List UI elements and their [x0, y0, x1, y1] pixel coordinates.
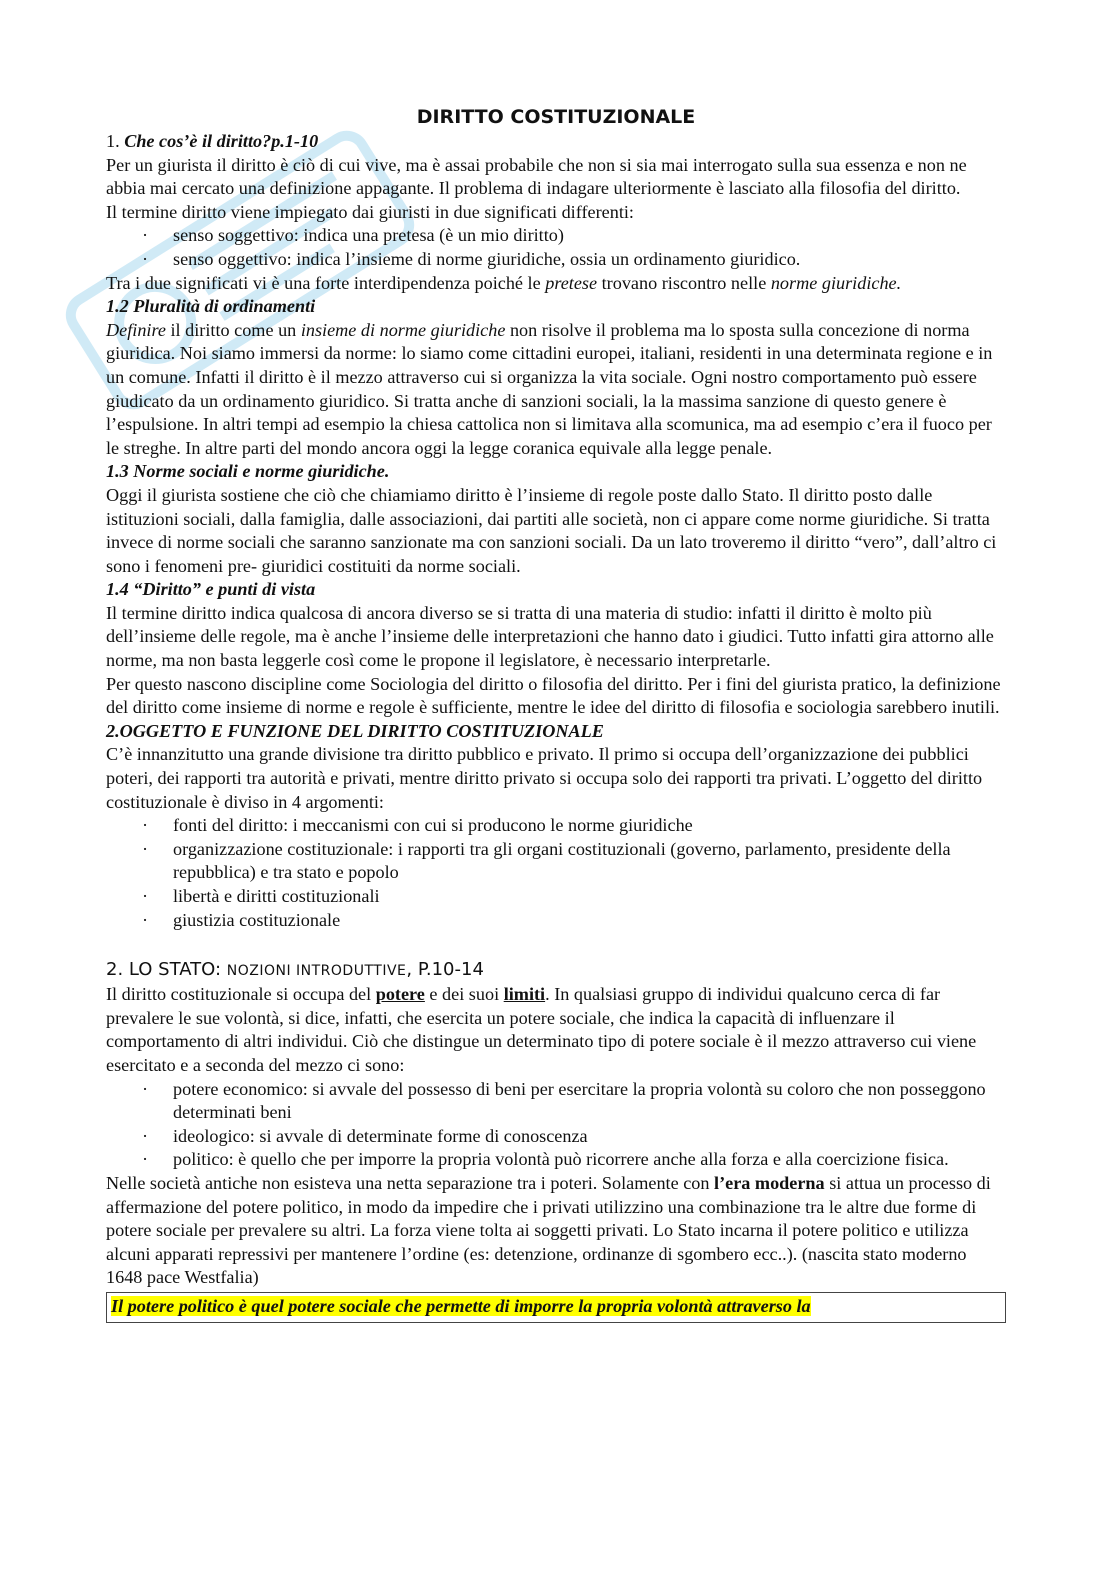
- section-1-2-heading: 1.2 Pluralità di ordinamenti: [106, 296, 316, 317]
- list-item: · ideologico: si avvale di determinate forme di conoscenza: [142, 1125, 588, 1146]
- list-item: · senso soggettivo: indica una pretesa (è un mio diritto): [142, 225, 564, 246]
- section-1-4-heading: 1.4 “Diritto” e punti di vista: [106, 579, 316, 600]
- section-1-2-paragraph: Definire il diritto come un insieme di norme giuridiche non risolve il problema ma lo sposta sulla concezione di norma giuridica. Noi siamo immersi da norme: lo siamo come cittadini europei, italiani, residenti in una determinata regione e in un comune. Infatti il diritto è il mezzo attraverso cui si organizza la vita sociale. Ogni nostro comportamento può essere giudicato da un ordinamento giuridico. Si tratta anche di sanzioni sociali, la la massima sanzione di questo genere è l’espulsione. In altri tempi ad esempio la chiesa cattolica non si limitava alla scomunica, ma ad esempio c’era il fuoco per le streghe. In altre parti del mondo ancora oggi la legge coranica equivale alla legge penale.: [106, 319, 993, 458]
- list-item: · senso oggettivo: indica l’insieme di norme giuridiche, ossia un ordinamento giuridico.: [142, 248, 801, 269]
- section-1-4-paragraph-1: Il termine diritto indica qualcosa di ancora diverso se si tratta di una materia di studio: infatti il diritto è molto più dell’insieme delle regole, ma è anche l’insieme delle interpretazioni che hanno dato i giudici. Tutto infatti gira attorno alle norme, ma non basta leggerle così come le propone il legislatore, è necessario interpretarle.: [106, 602, 994, 671]
- highlighted-definition-box: Il potere politico è quel potere sociale che permette di imporre la propria volontà attraverso la: [106, 1292, 1006, 1323]
- list-item: · giustizia costituzionale: [142, 909, 341, 930]
- list-item: · potere economico: si avvale del possesso di beni per esercitare la propria volontà su coloro che non posseggono determinati beni: [142, 1078, 986, 1123]
- section-1-list: [106, 224, 1006, 271]
- section-1-paragraph-1: Per un giurista il diritto è ciò di cui vive, ma è assai probabile che non si sia mai interrogato sulla sua essenza e non ne abbia mai cercato una definizione appagante. Il problema di indagare ulteriormente è lasciato alla filosofia del diritto.: [106, 154, 967, 199]
- section-2-heading: 2.OGGETTO E FUNZIONE DEL DIRITTO COSTITUZIONALE: [106, 720, 604, 741]
- stato-heading: 2. LO STATO: NOZIONI INTRODUTTIVE, P.10-14: [106, 959, 484, 981]
- section-1-paragraph-3: Tra i due significati vi è una forte interdipendenza poiché le pretese trovano riscontro nelle norme giuridiche.: [106, 272, 902, 293]
- stato-paragraph-1: Il diritto costituzionale si occupa del potere e dei suoi limiti. In qualsiasi gruppo di individui qualcuno cerca di far prevalere le sue volontà, si dice, infatti, che esercita un potere sociale, che indica la capacità di influenzare il comportamento di altri individui. Ciò che distingue un determinato tipo di potere sociale è il mezzo attraverso cui viene esercitato e a seconda del mezzo ci sono:: [106, 984, 977, 1075]
- section-1-paragraph-2: Il termine diritto viene impiegato dai giuristi in due significati differenti:: [106, 201, 634, 222]
- list-item: · libertà e diritti costituzionali: [142, 886, 380, 906]
- list-item: · fonti del diritto: i meccanismi con cui si producono le norme giuridiche: [142, 815, 693, 836]
- list-item: · organizzazione costituzionale: i rapporti tra gli organi costituzionali (governo, parlamento, presidente della repubblica) e tra stato e popolo: [142, 838, 951, 883]
- stato-list: [106, 1078, 1006, 1172]
- section-1-4-paragraph-2: Per questo nascono discipline come Sociologia del diritto o filosofia del diritto. Per i fini del giurista pratico, la definizione del diritto come insieme di norme e regole è sufficiente, mentre le idee del diritto di filosofia e sociologia sarebbero inutili.: [106, 673, 1001, 718]
- document-title: DIRITTO COSTITUZIONALE: [416, 106, 696, 128]
- section-1-3-heading: 1.3 Norme sociali e norme giuridiche.: [106, 461, 390, 482]
- section-1-3-paragraph: Oggi il giurista sostiene che ciò che chiamiamo diritto è l’insieme di regole poste dallo Stato. Il diritto posto dalle istituzioni sociali, dalla famiglia, dalle associazioni, dai partiti alle società, non ci appare come norme giuridiche. Si tratta invece di norme sociali che saranno sanzionate ma con sanzioni sociali. Da un lato troveremo il diritto “vero”, dall’altro ci sono i fenomeni pre- giuridici costituiti da norme sociali.: [106, 484, 997, 576]
- section-1-heading: 1. Che cos’è il diritto?p.1-10: [106, 131, 319, 151]
- stato-paragraph-2: Nelle società antiche non esisteva una netta separazione tra i poteri. Solamente con l’era moderna si attua un processo di affermazione del potere politico, in modo da impedire che i privati utilizzino una combinazione tra le altre due forme di potere sociale per prevalere su altri. La forza viene tolta ai soggetti privati. Lo Stato incarna il potere politico e utilizza alcuni apparati repressivi per mantenere l’ordine (es: detenzione, ordinanze di sgombero ecc..). (nascita stato moderno 1648 pace Westfalia): [106, 1172, 991, 1288]
- section-2-list: [106, 814, 1006, 932]
- section-2-paragraph: C’è innanzitutto una grande divisione tra diritto pubblico e privato. Il primo si occupa dell’organizzazione dei pubblici poteri, dei rapporti tra autorità e privati, mentre diritto privato si occupa solo dei rapporti tra privati. L’oggetto del diritto costituzionale è diviso in 4 argomenti:: [106, 744, 983, 812]
- document-page: [106, 104, 1006, 1323]
- list-item: · politico: è quello che per imporre la propria volontà può ricorrere anche alla forza e alla coercizione fisica.: [142, 1149, 949, 1170]
